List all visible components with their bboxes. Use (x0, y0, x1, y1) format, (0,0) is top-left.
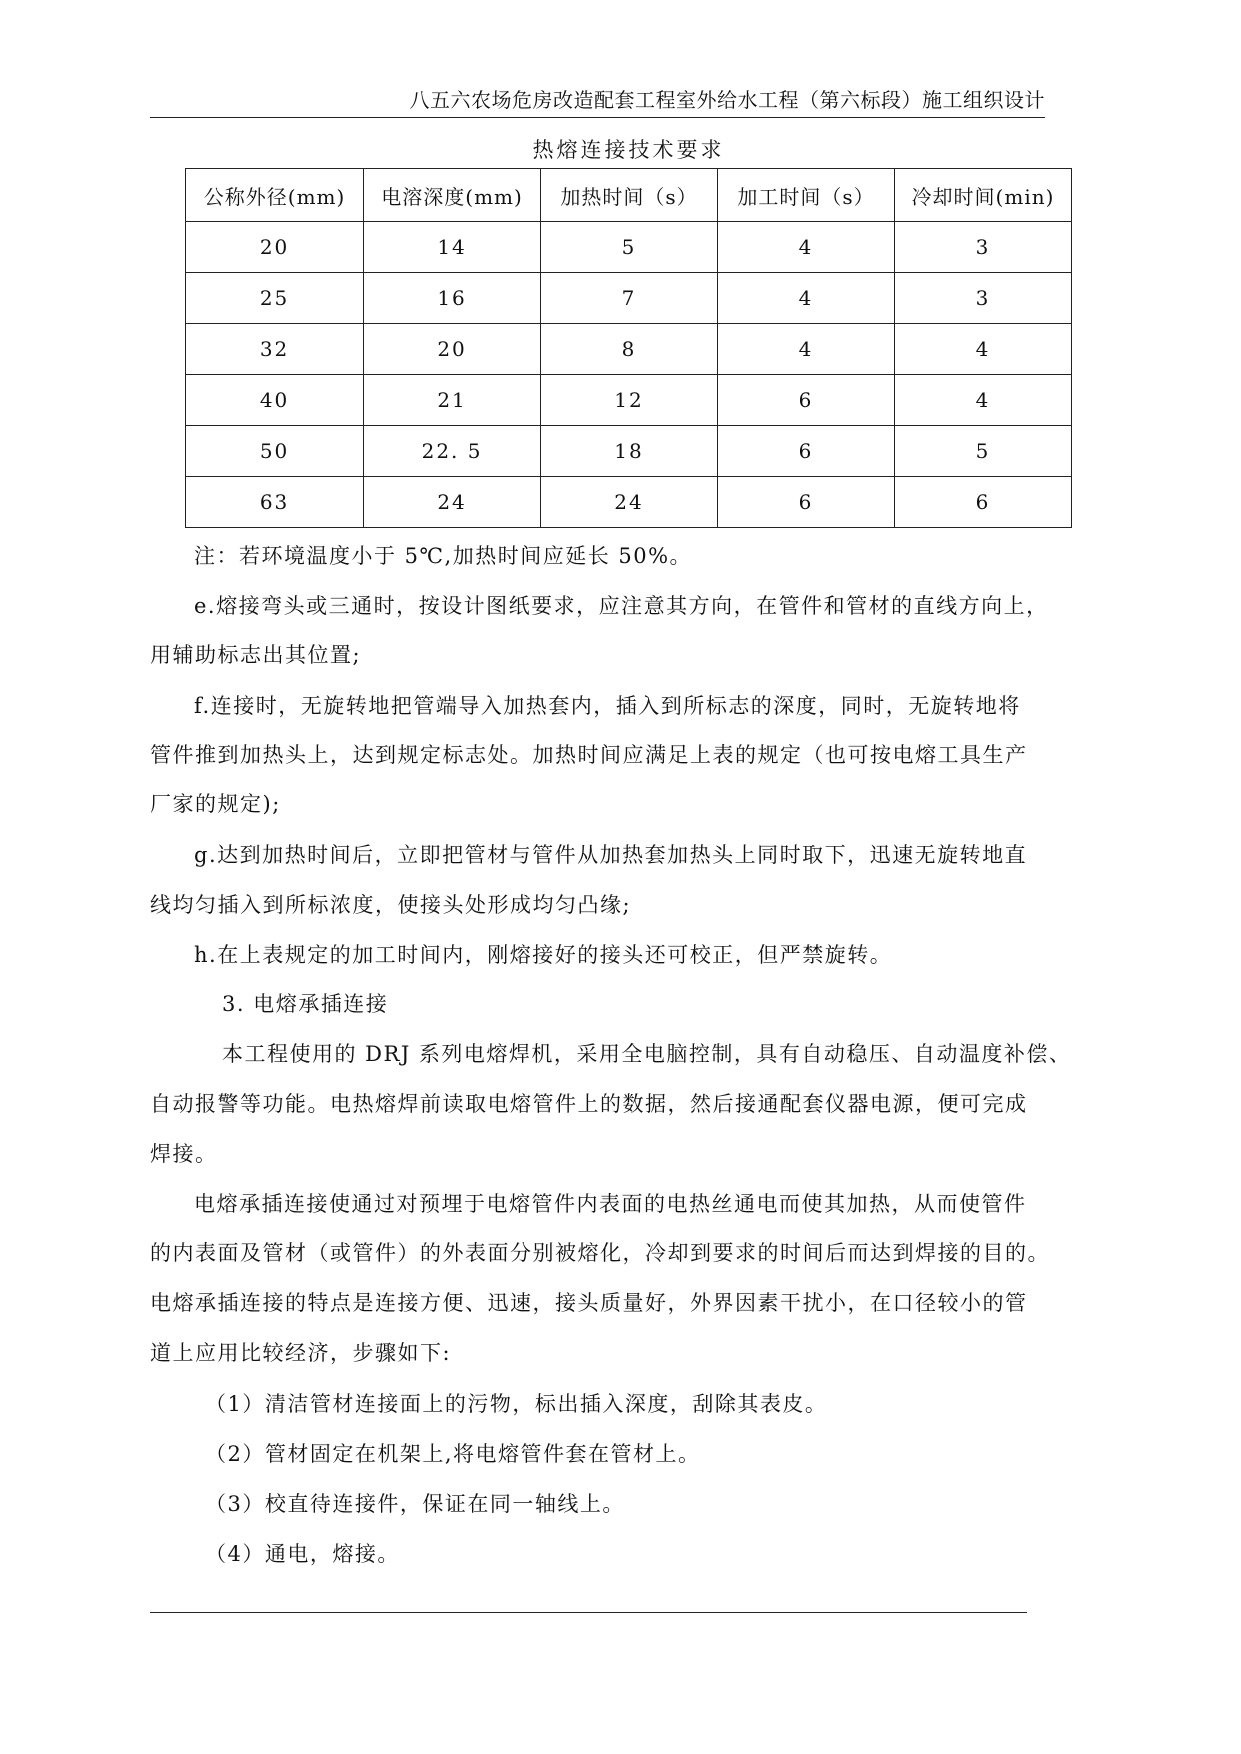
column-header: 冷却时间(min) (894, 169, 1071, 222)
paragraph-drj-line: 本工程使用的 DRJ 系列电熔焊机，采用全电脑控制，具有自动稳压、自动温度补偿、 (222, 1042, 1072, 1066)
table-row (186, 324, 1072, 375)
table-cell: 5 (541, 222, 718, 273)
paragraph-electrofusion-line: 道上应用比较经济，步骤如下: (150, 1341, 452, 1365)
paragraph-f-line: 厂家的规定); (150, 792, 281, 816)
table-row (186, 426, 1072, 477)
table-cell: 5 (894, 426, 1071, 477)
table-row (186, 222, 1072, 273)
table-cell: 6 (894, 477, 1071, 528)
table-cell: 14 (364, 222, 541, 273)
table-cell: 21 (364, 375, 541, 426)
paragraph-g-line: g.达到加热时间后，立即把管材与管件从加热套加热头上同时取下，迅速无旋转地直 (194, 843, 1028, 867)
paragraph-electrofusion-line: 电熔承插连接的特点是连接方便、迅速，接头质量好，外界因素干扰小，在口径较小的管 (150, 1291, 1028, 1315)
table-row (186, 273, 1072, 324)
table-cell: 63 (186, 477, 364, 528)
paragraph-electrofusion-line: 的内表面及管材（或管件）的外表面分别被熔化，冷却到要求的时间后而达到焊接的目的。 (150, 1241, 1050, 1265)
paragraph-h: h.在上表规定的加工时间内，刚熔接好的接头还可校正，但严禁旋转。 (194, 943, 893, 967)
paragraph-e-line: 用辅助标志出其位置; (150, 643, 362, 667)
table-cell: 3 (894, 222, 1071, 273)
column-header: 加工时间（s） (718, 169, 895, 222)
table-cell: 50 (186, 426, 364, 477)
header-title: 八五六农场危房改造配套工程室外给水工程（第六标段）施工组织设计 (409, 88, 1045, 112)
table-cell: 32 (186, 324, 364, 375)
table-row (186, 375, 1072, 426)
header-divider (150, 117, 1045, 118)
table-cell: 6 (718, 375, 895, 426)
table-cell: 20 (186, 222, 364, 273)
step-item: （2）管材固定在机架上,将电熔管件套在管材上。 (205, 1442, 701, 1466)
table-cell: 6 (718, 477, 895, 528)
table-header-row (186, 169, 1072, 222)
table-cell: 4 (718, 222, 895, 273)
table-cell: 7 (541, 273, 718, 324)
table-cell: 12 (541, 375, 718, 426)
table-cell: 40 (186, 375, 364, 426)
paragraph-f-line: f.连接时，无旋转地把管端导入加热套内，插入到所标志的深度，同时，无旋转地将 (194, 694, 1021, 718)
table-cell: 20 (364, 324, 541, 375)
paragraph-drj-line: 自动报警等功能。电热熔焊前读取电熔管件上的数据，然后接通配套仪器电源，便可完成 (150, 1092, 1028, 1116)
paragraph-e-line: e.熔接弯头或三通时，按设计图纸要求，应注意其方向，在管件和管材的直线方向上， (194, 594, 1049, 618)
step-item: （3）校直待连接件，保证在同一轴线上。 (205, 1492, 625, 1516)
paragraph-f-line: 管件推到加热头上，达到规定标志处。加热时间应满足上表的规定（也可按电熔工具生产 (150, 743, 1028, 767)
footer-divider (150, 1612, 1027, 1613)
table-cell: 3 (894, 273, 1071, 324)
step-item: （4）通电，熔接。 (205, 1542, 400, 1566)
column-header: 公称外径(mm) (186, 169, 364, 222)
paragraph-g-line: 线均匀插入到所标浓度，使接头处形成均匀凸缘; (150, 893, 632, 917)
paragraph-drj-line: 焊接。 (150, 1142, 218, 1166)
table-caption: 热熔连接技术要求 (532, 138, 725, 162)
table-cell: 4 (718, 324, 895, 375)
paragraph-electrofusion-line: 电熔承插连接使通过对预埋于电熔管件内表面的电热丝通电而使其加热，从而使管件 (194, 1192, 1027, 1216)
table-cell: 24 (541, 477, 718, 528)
table-cell: 22. 5 (364, 426, 541, 477)
table-note: 注：若环境温度小于 5℃,加热时间应延长 50%。 (194, 544, 693, 568)
table-cell: 16 (364, 273, 541, 324)
table-cell: 8 (541, 324, 718, 375)
table-cell: 4 (894, 324, 1071, 375)
table-cell: 4 (894, 375, 1071, 426)
column-header: 加热时间（s） (541, 169, 718, 222)
table-row (186, 477, 1072, 528)
table-cell: 6 (718, 426, 895, 477)
table-cell: 24 (364, 477, 541, 528)
hot-melt-spec-table (185, 168, 1072, 528)
table-cell: 4 (718, 273, 895, 324)
section-heading: 3. 电熔承插连接 (222, 992, 389, 1016)
table-cell: 25 (186, 273, 364, 324)
table-cell: 18 (541, 426, 718, 477)
step-item: （1）清洁管材连接面上的污物，标出插入深度，刮除其表皮。 (205, 1392, 828, 1416)
column-header: 电溶深度(mm) (364, 169, 541, 222)
